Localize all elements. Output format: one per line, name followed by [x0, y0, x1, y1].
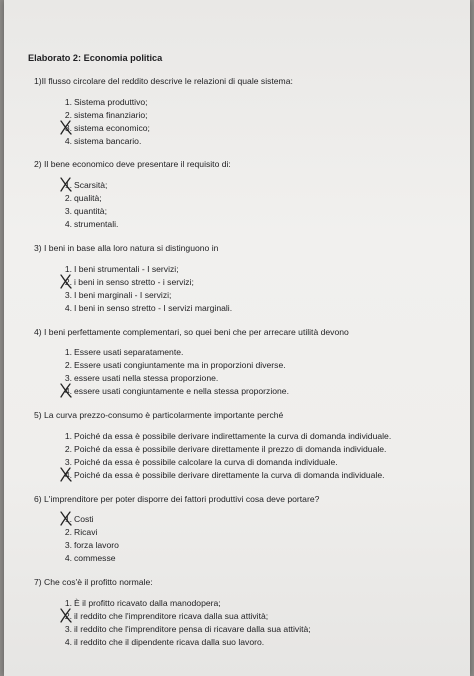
- option-text: il reddito che l'imprenditore pensa di ricavare dalla sua attività;: [74, 623, 311, 634]
- option-number: 3.: [64, 623, 72, 634]
- option-text: sistema bancario.: [74, 135, 142, 146]
- option-text: strumentali.: [74, 219, 119, 230]
- answer-option: [28, 122, 460, 135]
- option-text: Essere usati separatamente.: [74, 347, 184, 358]
- answer-option: [28, 192, 460, 205]
- answer-option: [28, 526, 460, 539]
- option-text: commesse: [74, 553, 116, 564]
- answer-option: [28, 135, 460, 148]
- option-text: I beni marginali - I servizi;: [74, 289, 172, 300]
- option-number: 4.: [64, 219, 72, 230]
- option-text: essere usati nella stessa proporzione.: [74, 373, 219, 384]
- option-text: Poiché da essa è possibile calcolare la curva di domanda individuale.: [74, 456, 338, 467]
- option-number: 3.: [64, 289, 72, 300]
- answer-option: [28, 636, 460, 649]
- options-list: [28, 346, 460, 398]
- option-text: i beni in senso stretto - i servizi;: [74, 276, 194, 287]
- handwritten-cross-icon: [58, 273, 74, 290]
- question-text: 1)Il flusso circolare del reddito descrive le relazioni di quale sistema:: [34, 75, 293, 86]
- options-list: [28, 597, 460, 649]
- option-text: Costi: [74, 514, 94, 525]
- option-text: Ricavi: [74, 527, 98, 538]
- options-list: [28, 263, 460, 315]
- question-text: 4) I beni perfettamente complementari, so quei beni che per arrecare utilità devono: [34, 326, 349, 337]
- answer-option: [28, 302, 460, 315]
- question-text: 7) Che cos'è il profitto normale:: [34, 577, 153, 588]
- option-number: 1.: [64, 514, 72, 525]
- option-text: essere usati congiuntamente e nella stessa proporzione.: [74, 386, 289, 397]
- option-number: 2.: [64, 610, 72, 621]
- option-text: sistema finanziario;: [74, 109, 148, 120]
- option-text: Poiché da essa è possibile derivare direttamente il prezzo di domanda individuale.: [74, 443, 387, 454]
- handwritten-cross-icon: [58, 119, 74, 136]
- option-text: quantità;: [74, 206, 107, 217]
- answer-option: [28, 513, 460, 526]
- answer-option: [28, 539, 460, 552]
- option-text: qualità;: [74, 193, 102, 204]
- questions-list: [28, 75, 460, 649]
- option-text: forza lavoro: [74, 540, 119, 551]
- answer-option: [28, 443, 460, 456]
- answer-option: [28, 385, 460, 398]
- answer-option: [28, 218, 460, 231]
- question-text: 3) I beni in base alla loro natura si distinguono in: [34, 242, 219, 253]
- option-text: sistema economico;: [74, 122, 150, 133]
- option-number: 4.: [64, 553, 72, 564]
- option-text: Sistema produttivo;: [74, 96, 148, 107]
- question-text: 2) Il bene economico deve presentare il requisito di:: [34, 159, 231, 170]
- document-body: [28, 52, 460, 660]
- answer-option: [28, 456, 460, 469]
- options-list: [28, 430, 460, 482]
- option-text: Essere usati congiuntamente ma in proporzioni diverse.: [74, 360, 286, 371]
- answer-option: [28, 179, 460, 192]
- options-list: [28, 513, 460, 565]
- paper-sheet: [4, 0, 470, 676]
- option-number: 3.: [64, 373, 72, 384]
- answer-option: [28, 263, 460, 276]
- option-number: 2.: [64, 276, 72, 287]
- document-title: Elaborato 2: Economia politica: [28, 53, 163, 63]
- options-list: [28, 96, 460, 148]
- answer-option: [28, 205, 460, 218]
- option-number: 3.: [64, 122, 72, 133]
- answer-option: [28, 276, 460, 289]
- handwritten-cross-icon: [58, 510, 74, 527]
- handwritten-cross-icon: [58, 382, 74, 399]
- handwritten-cross-icon: [58, 176, 74, 193]
- option-number: 4.: [64, 469, 72, 480]
- answer-option: [28, 109, 460, 122]
- option-number: 1.: [64, 347, 72, 358]
- answer-option: [28, 610, 460, 623]
- question-text: 6) L'imprenditore per poter disporre dei fattori produttivi cosa deve portare?: [34, 493, 320, 504]
- option-text: I beni in senso stretto - I servizi marginali.: [74, 302, 233, 313]
- option-number: 2.: [64, 527, 72, 538]
- option-number: 4.: [64, 636, 72, 647]
- handwritten-cross-icon: [58, 466, 74, 483]
- answer-option: [28, 289, 460, 302]
- answer-option: [28, 430, 460, 443]
- option-number: 2.: [64, 109, 72, 120]
- option-number: 1.: [64, 180, 72, 191]
- answer-option: [28, 469, 460, 482]
- option-number: 2.: [64, 360, 72, 371]
- option-number: 1.: [64, 263, 72, 274]
- answer-option: [28, 346, 460, 359]
- option-number: 3.: [64, 456, 72, 467]
- options-list: [28, 179, 460, 231]
- answer-option: [28, 597, 460, 610]
- option-text: Poiché da essa è possibile derivare indirettamente la curva di domanda individuale.: [74, 430, 392, 441]
- option-text: il reddito che l'imprenditore ricava dalla sua attività;: [74, 610, 269, 621]
- option-text: Poiché da essa è possibile derivare direttamente la curva di domanda individuale.: [74, 469, 385, 480]
- option-number: 2.: [64, 193, 72, 204]
- option-number: 4.: [64, 386, 72, 397]
- option-text: Scarsità;: [74, 180, 108, 191]
- option-text: I beni strumentali - I servizi;: [74, 263, 179, 274]
- answer-option: [28, 623, 460, 636]
- question-text: 5) La curva prezzo-consumo è particolarmente importante perché: [34, 410, 284, 421]
- answer-option: [28, 96, 460, 109]
- handwritten-cross-icon: [58, 607, 74, 624]
- option-number: 2.: [64, 443, 72, 454]
- option-text: il reddito che il dipendente ricava dalla suo lavoro.: [74, 636, 265, 647]
- option-number: 4.: [64, 135, 72, 146]
- option-number: 1.: [64, 430, 72, 441]
- option-number: 4.: [64, 302, 72, 313]
- option-text: È il profitto ricavato dalla manodopera;: [74, 598, 221, 608]
- answer-option: [28, 359, 460, 372]
- option-number: 1.: [64, 598, 72, 608]
- option-number: 3.: [64, 206, 72, 217]
- answer-option: [28, 552, 460, 565]
- option-number: 3.: [64, 540, 72, 551]
- option-number: 1.: [64, 96, 72, 107]
- answer-option: [28, 372, 460, 385]
